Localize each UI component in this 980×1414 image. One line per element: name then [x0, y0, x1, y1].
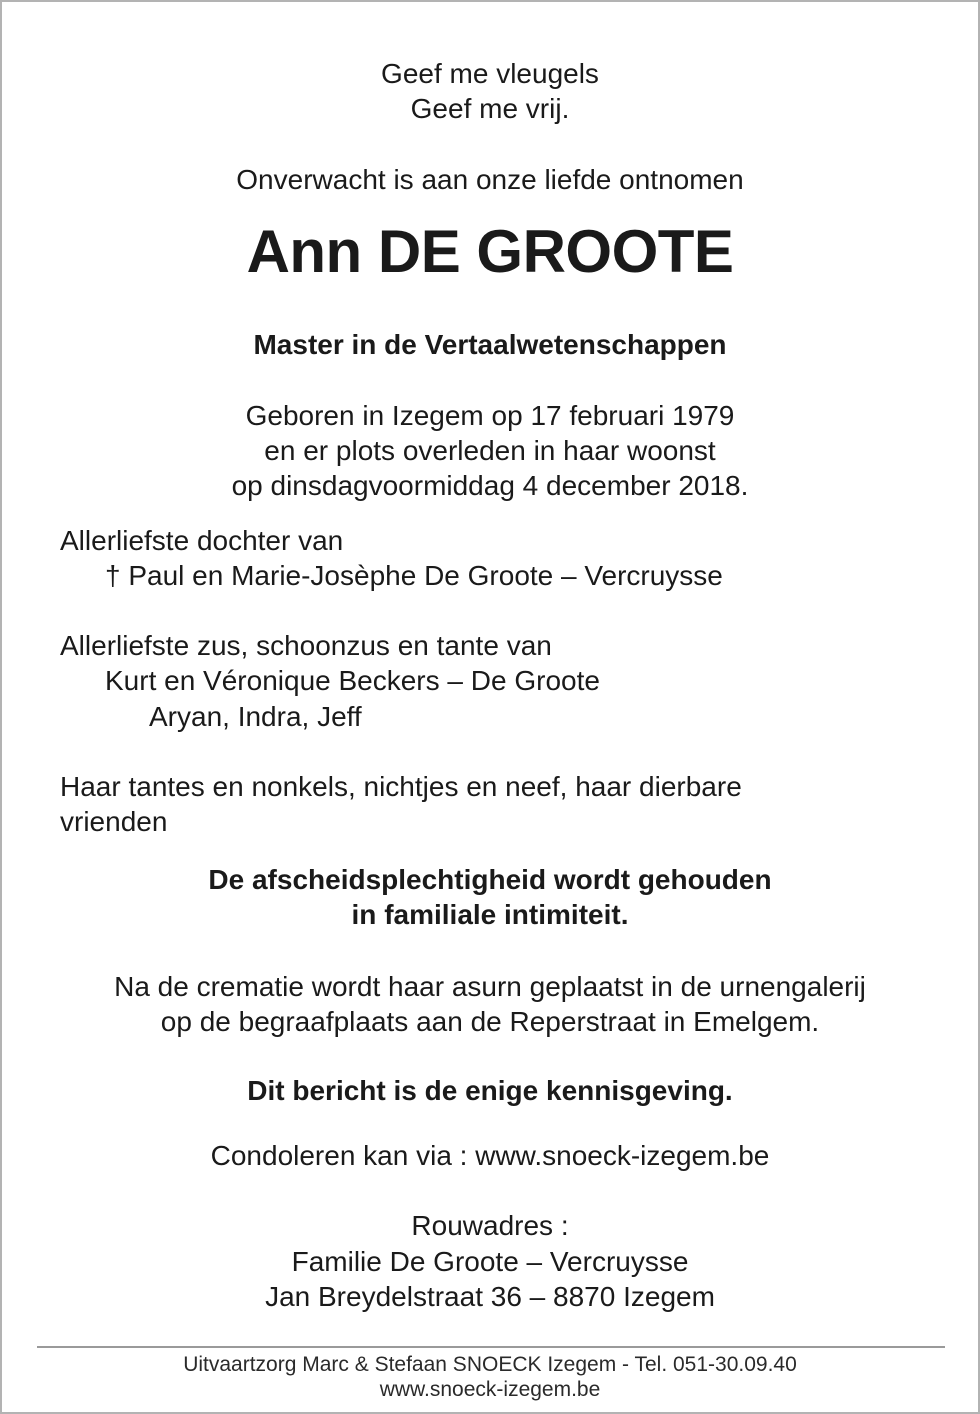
- address-label: Rouwadres :: [411, 1210, 569, 1241]
- death-line: en er plots overleden in haar woonst: [264, 435, 716, 466]
- condolences: Condoleren kan via : www.snoeck-izegem.be: [210, 1140, 770, 1171]
- cremation-line-1: Na de crematie wordt haar asurn geplaatst in de urnengalerij: [114, 971, 866, 1002]
- ceremony-line-2: in familiale intimiteit.: [351, 899, 629, 930]
- death-date-line: op dinsdagvoormiddag 4 december 2018.: [231, 470, 749, 501]
- deceased-name: Ann DE GROOTE: [246, 218, 734, 285]
- daughter-of-label: Allerliefste dochter van: [60, 525, 344, 556]
- footer-divider: [37, 1346, 945, 1348]
- siblings: Kurt en Véronique Beckers – De Groote: [105, 665, 600, 696]
- footer-company: Uitvaartzorg Marc & Stefaan SNOECK Izegem - Tel. 051-30.09.40: [183, 1353, 797, 1376]
- intro-text: Onverwacht is aan onze liefde ontnomen: [236, 164, 744, 195]
- others-line-2: vrienden: [60, 806, 168, 837]
- poem-line-1: Geef me vleugels: [381, 58, 599, 89]
- parents: † Paul en Marie-Josèphe De Groote – Vercruysse: [105, 560, 723, 591]
- degree: Master in de Vertaalwetenschappen: [253, 329, 727, 360]
- sister-of-label: Allerliefste zus, schoonzus en tante van: [60, 630, 552, 661]
- address-family: Familie De Groote – Vercruysse: [291, 1246, 689, 1277]
- birth-line: Geboren in Izegem op 17 februari 1979: [245, 400, 735, 431]
- others-line-1: Haar tantes en nonkels, nichtjes en neef, haar dierbare: [60, 771, 742, 802]
- ceremony-line-1: De afscheidsplechtigheid wordt gehouden: [208, 864, 772, 895]
- cremation-line-2: op de begraafplaats aan de Reperstraat in Emelgem.: [160, 1006, 820, 1037]
- notice: Dit bericht is de enige kennisgeving.: [247, 1075, 733, 1106]
- nephews-nieces: Aryan, Indra, Jeff: [149, 701, 362, 732]
- poem-line-2: Geef me vrij.: [410, 93, 570, 124]
- footer-website: www.snoeck-izegem.be: [379, 1378, 601, 1401]
- address-street: Jan Breydelstraat 36 – 8870 Izegem: [265, 1281, 715, 1312]
